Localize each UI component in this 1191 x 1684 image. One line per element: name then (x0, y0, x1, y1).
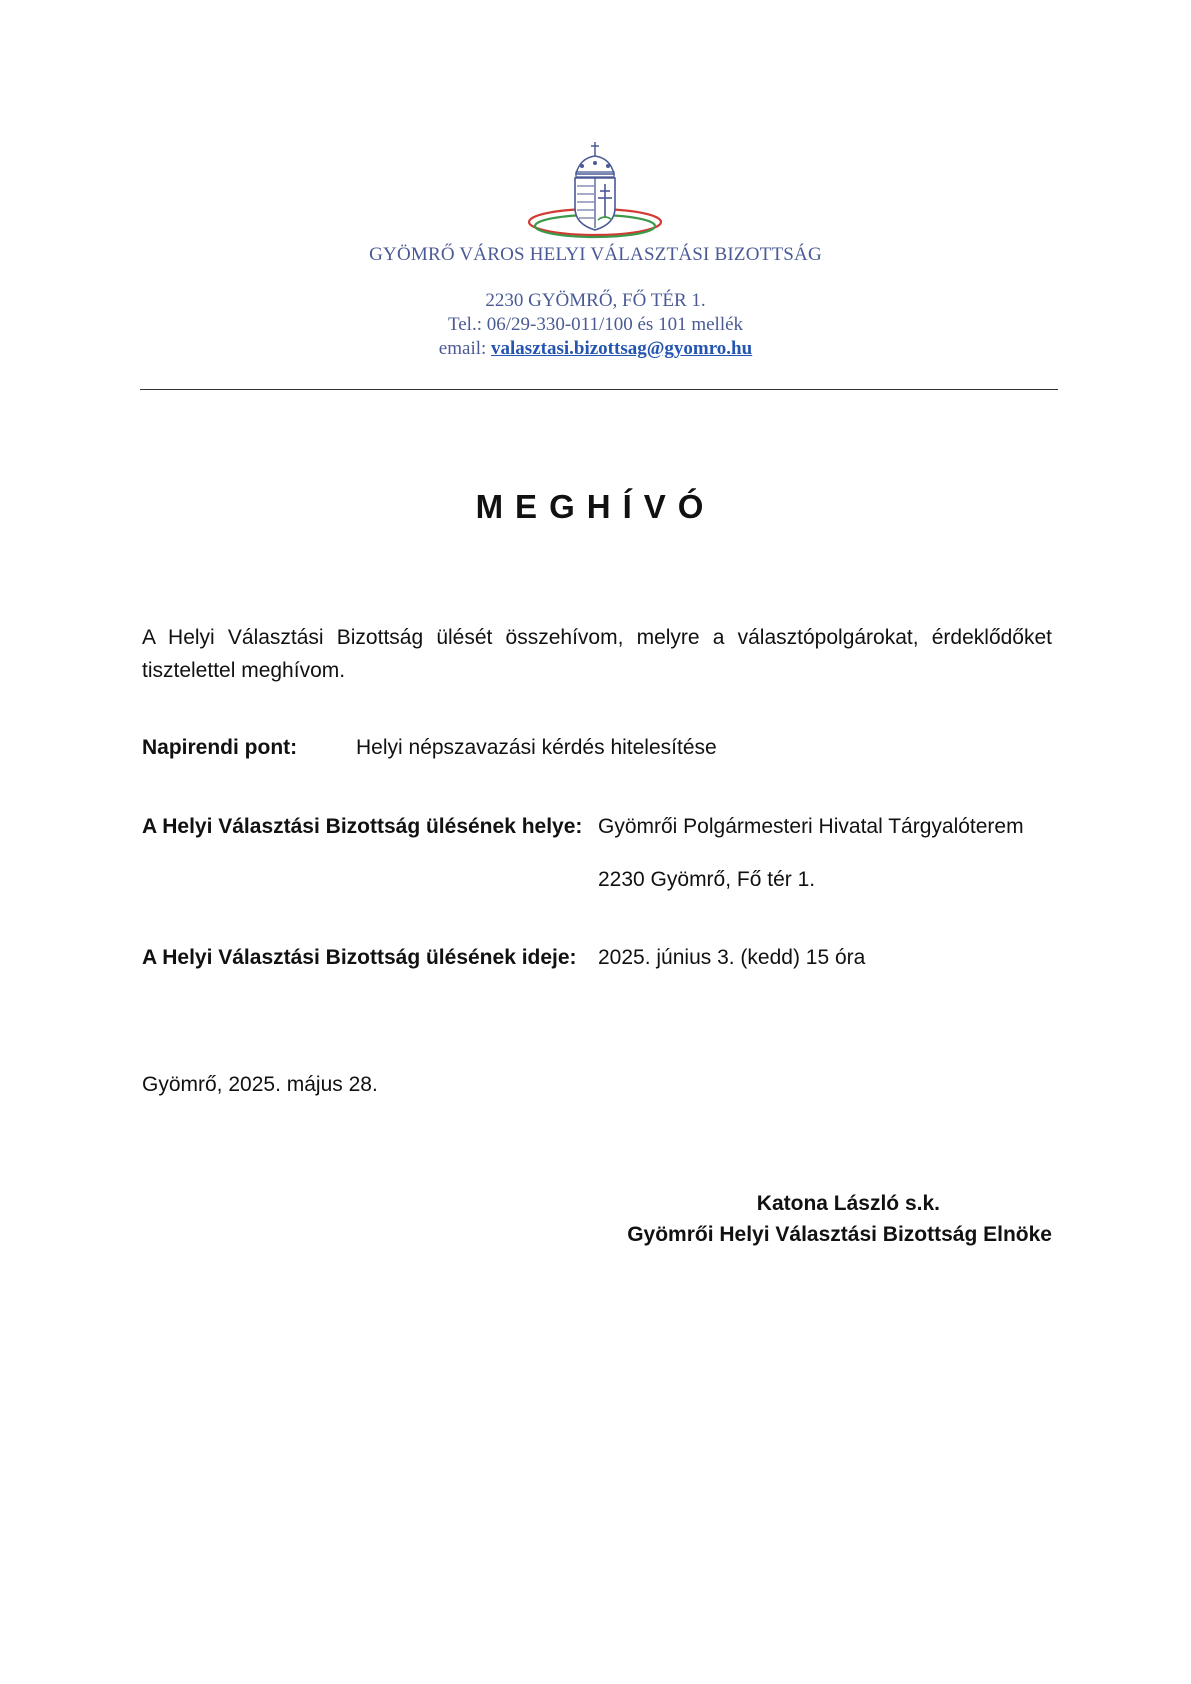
coat-of-arms-icon (520, 136, 670, 244)
agenda-label: Napirendi pont: (142, 736, 298, 759)
signer-name: Katona László s.k. (756, 1192, 940, 1215)
agenda-value: Helyi népszavazási kérdés hitelesítése (356, 736, 717, 759)
time-value: 2025. június 3. (kedd) 15 óra (598, 946, 866, 969)
email-link[interactable]: valasztasi.bizottsag@gyomro.hu (491, 338, 753, 359)
document-title: MEGHÍVÓ (475, 488, 716, 525)
signer-name-wrap (0, 1192, 982, 1216)
header-divider (140, 389, 1058, 390)
location-line-2: 2230 Gyömrő, Fő tér 1. (598, 868, 816, 891)
organization-email-line (0, 338, 1191, 360)
place-date: Gyömrő, 2025. május 28. (142, 1073, 378, 1096)
organization-name: GYÖMRŐ VÁROS HELYI VÁLASZTÁSI BIZOTTSÁG (369, 244, 822, 265)
organization-address: 2230 GYÖMRŐ, FŐ TÉR 1. (485, 290, 706, 311)
organization-phone: Tel.: 06/29-330-011/100 és 101 mellék (447, 314, 744, 335)
email-label: email: (438, 338, 487, 359)
time-label: A Helyi Választási Bizottság ülésének ideje: (142, 946, 577, 969)
signer-title: Gyömrői Helyi Választási Bizottság Elnöke (627, 1223, 1052, 1246)
location-line-1: Gyömrői Polgármesteri Hivatal Tárgyalóterem (598, 815, 1024, 838)
location-label: A Helyi Választási Bizottság ülésének helye: (142, 815, 583, 838)
invitation-text: A Helyi Választási Bizottság ülését összehívom, melyre a választópolgárokat, érdeklődőket tisztelettel meghívom. (142, 626, 1052, 682)
